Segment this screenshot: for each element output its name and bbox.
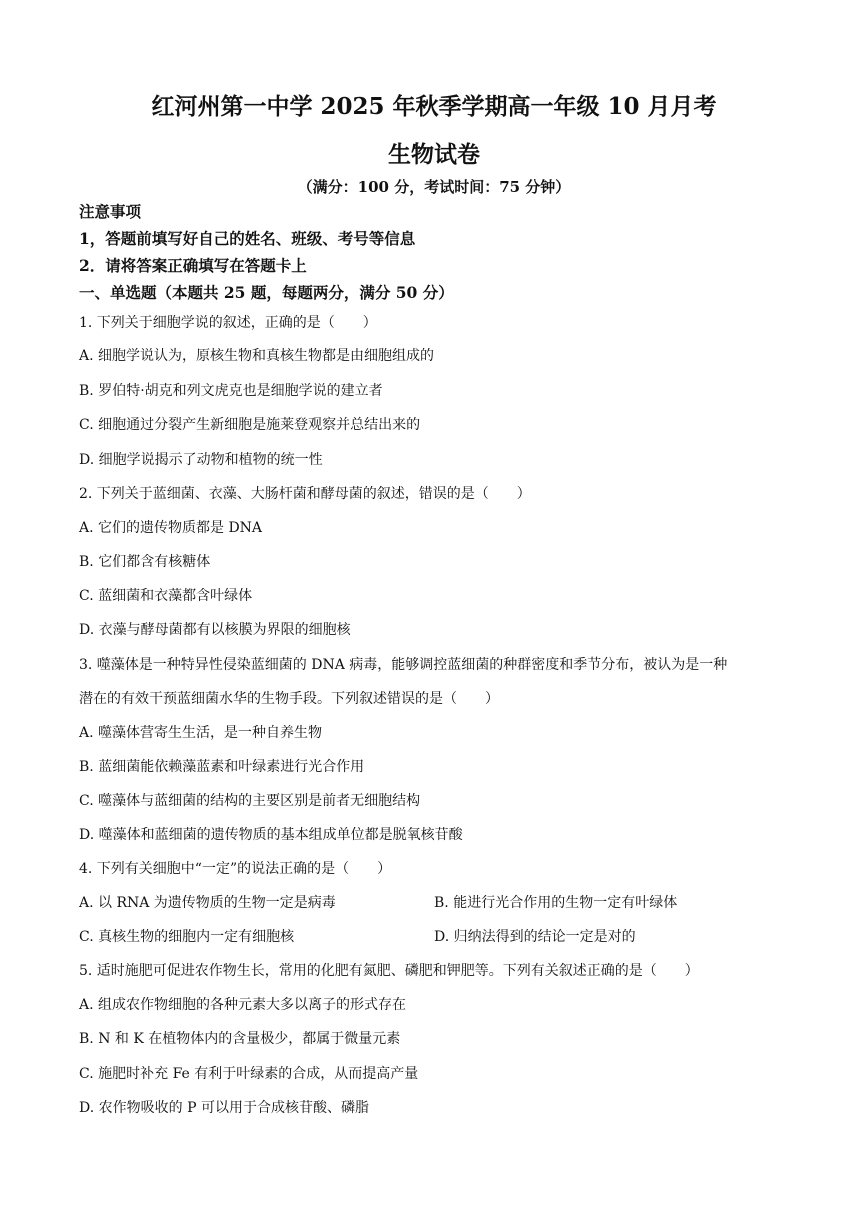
- question-option: C. 施肥时补充 Fe 有利于叶绿素的合成，从而提高产量: [79, 1066, 419, 1082]
- question-option: D. 归纳法得到的结论一定是对的: [434, 929, 636, 945]
- question-option: B. 它们都含有核糖体: [79, 554, 211, 570]
- question-stem: 3. 噬藻体是一种特异性侵染蓝细菌的 DNA 病毒，能够调控蓝细菌的种群密度和季节分布，被认为是一种: [79, 657, 728, 673]
- exam-meta: （满分：100 分，考试时间：75 分钟）: [297, 178, 571, 196]
- question-option: C. 蓝细菌和衣藻都含叶绿体: [79, 588, 253, 604]
- exam-subject: 生物试卷: [388, 141, 480, 168]
- section-heading: 一、单选题（本题共 25 题，每题两分，满分 50 分）: [79, 283, 454, 302]
- question-stem: 1. 下列关于细胞学说的叙述，正确的是（ ）: [79, 315, 377, 331]
- question-option: B. 蓝细菌能依赖藻蓝素和叶绿素进行光合作用: [79, 759, 365, 775]
- question-option: B. N 和 K 在植物体内的含量极少，都属于微量元素: [79, 1031, 401, 1047]
- question-option: A. 以 RNA 为遗传物质的生物一定是病毒: [79, 895, 336, 911]
- question-option: D. 衣藻与酵母菌都有以核膜为界限的细胞核: [79, 622, 351, 638]
- question-stem: 4. 下列有关细胞中“一定”的说法正确的是（ ）: [79, 861, 392, 877]
- question-option: B. 能进行光合作用的生物一定有叶绿体: [434, 895, 678, 911]
- note-item: 2．请将答案正确填写在答题卡上: [79, 256, 307, 275]
- question-stem: 2. 下列关于蓝细菌、衣藻、大肠杆菌和酵母菌的叙述，错误的是（ ）: [79, 486, 531, 502]
- question-option: D. 农作物吸收的 P 可以用于合成核苷酸、磷脂: [79, 1100, 369, 1116]
- notes-heading: 注意事项: [79, 202, 142, 221]
- question-option: A. 它们的遗传物质都是 DNA: [79, 520, 263, 536]
- question-option: A. 细胞学说认为，原核生物和真核生物都是由细胞组成的: [79, 348, 435, 364]
- question-option: D. 细胞学说揭示了动物和植物的统一性: [79, 452, 323, 468]
- question-stem: 5. 适时施肥可促进农作物生长，常用的化肥有氮肥、磷肥和钾肥等。下列有关叙述正确的是（ ）: [79, 963, 699, 979]
- question-option: C. 细胞通过分裂产生新细胞是施莱登观察并总结出来的: [79, 417, 421, 433]
- exam-title: 红河州第一中学 2025 年秋季学期高一年级 10 月月考: [151, 93, 717, 120]
- question-option: C. 噬藻体与蓝细菌的结构的主要区别是前者无细胞结构: [79, 793, 421, 809]
- note-item: 1，答题前填写好自己的姓名、班级、考号等信息: [79, 229, 416, 248]
- question-option: B. 罗伯特·胡克和列文虎克也是细胞学说的建立者: [79, 383, 383, 399]
- question-stem: 潜在的有效干预蓝细菌水华的生物手段。下列叙述错误的是（ ）: [79, 691, 499, 707]
- question-option: D. 噬藻体和蓝细菌的遗传物质的基本组成单位都是脱氧核苷酸: [79, 827, 463, 843]
- question-option: A. 噬藻体营寄生生活，是一种自养生物: [79, 725, 323, 741]
- question-option: A. 组成农作物细胞的各种元素大多以离子的形式存在: [79, 997, 407, 1013]
- question-option: C. 真核生物的细胞内一定有细胞核: [79, 929, 295, 945]
